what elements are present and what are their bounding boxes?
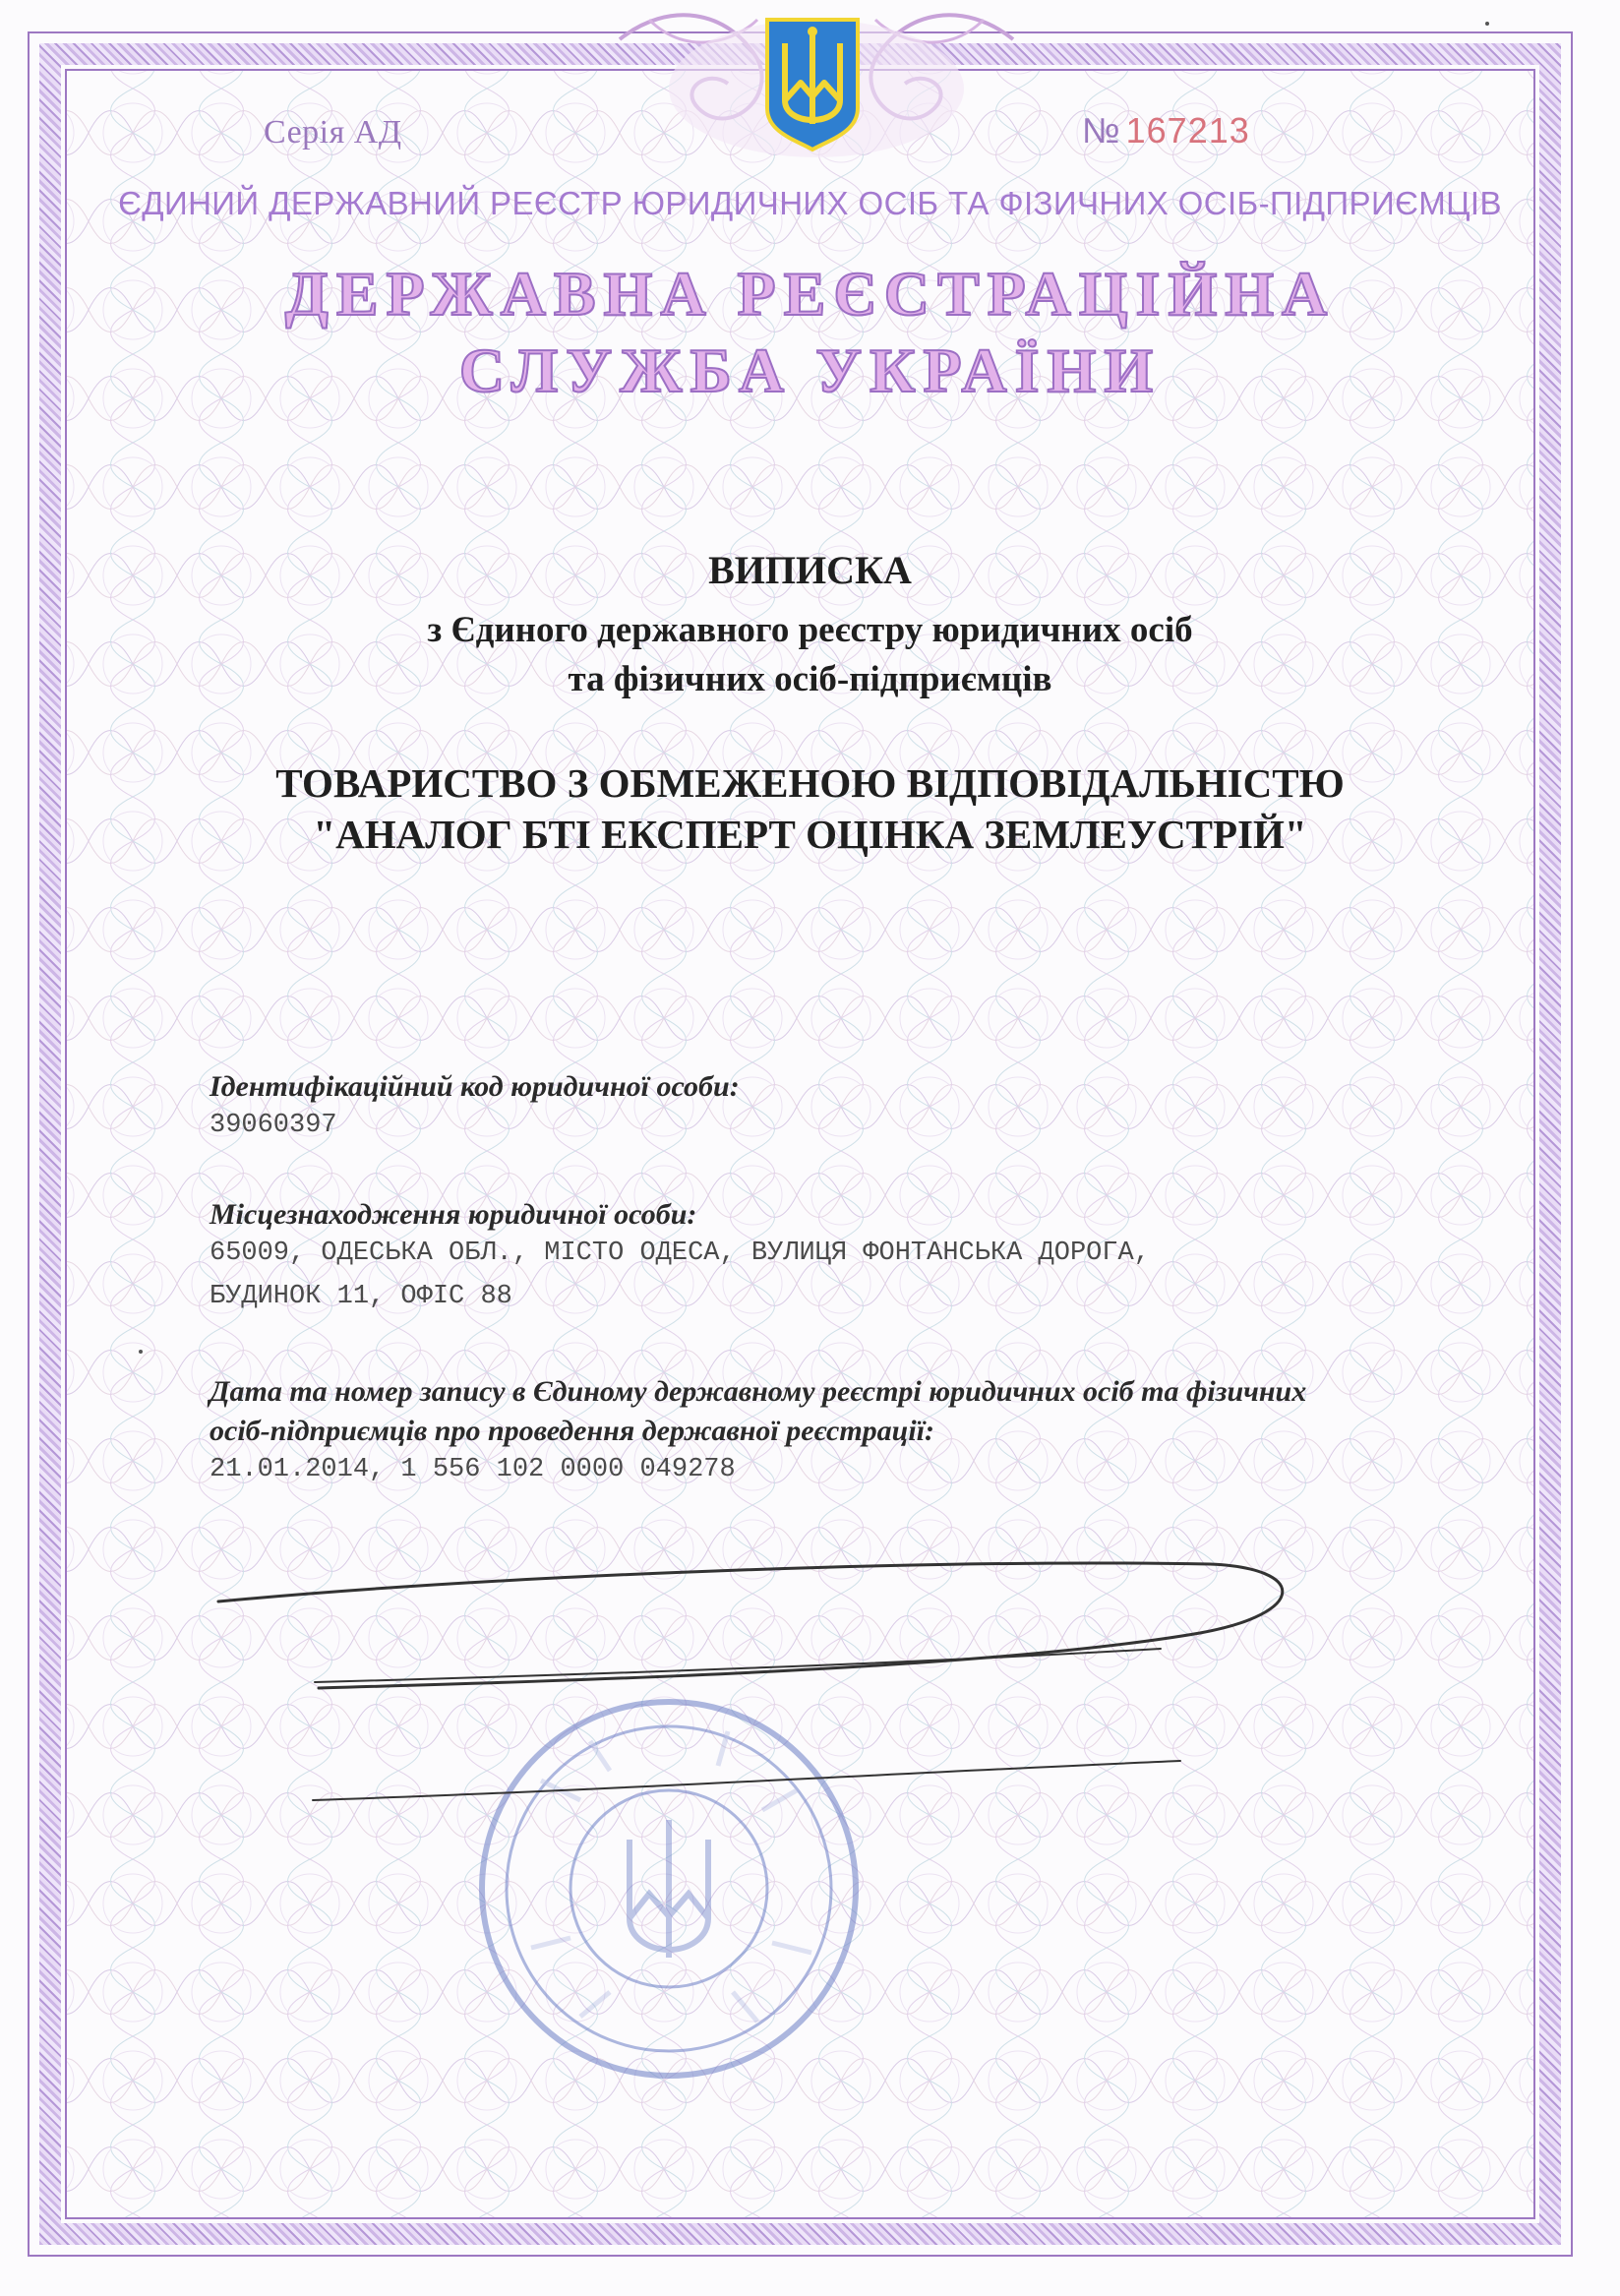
company-name bbox=[0, 757, 1620, 860]
location-label: Місцезнаходження юридичної особи: bbox=[210, 1198, 697, 1231]
registration-label-line-2: осіб-підприємців про проведення державної реєстрації: bbox=[210, 1415, 935, 1447]
series-label: Серія АД bbox=[264, 114, 402, 151]
official-seal bbox=[472, 1692, 866, 2085]
serial-number bbox=[1082, 110, 1250, 151]
id-code-label: Ідентифікаційний код юридичної особи: bbox=[210, 1070, 740, 1103]
location-value-line-2: БУДИНОК 11, ОФІС 88 bbox=[210, 1282, 512, 1311]
document-subtitle bbox=[0, 606, 1620, 704]
location-value-line-1: 65009, ОДЕСЬКА ОБЛ., МІСТО ОДЕСА, ВУЛИЦЯ ФОНТАНСЬКА ДОРОГА, bbox=[210, 1239, 1150, 1268]
document-subtitle-line-1: з Єдиного державного реєстру юридичних осіб bbox=[427, 610, 1193, 650]
service-title-line-2: СЛУЖБА УКРАЇНИ bbox=[458, 335, 1162, 405]
speck-mark bbox=[1485, 22, 1489, 26]
company-name-line-2: "АНАЛОГ БТІ ЕКСПЕРТ ОЦІНКА ЗЕМЛЕУСТРІЙ" bbox=[313, 812, 1307, 857]
number-sign: № bbox=[1082, 110, 1120, 151]
speck-mark bbox=[139, 1350, 143, 1354]
document-title: ВИПИСКА bbox=[708, 548, 912, 592]
registration-label-line-1: Дата та номер запису в Єдиному державному реєстрі юридичних осіб та фізичних bbox=[210, 1375, 1307, 1408]
registration-value: 21.01.2014, 1 556 102 0000 049278 bbox=[210, 1455, 736, 1484]
ukraine-trident-icon bbox=[761, 14, 864, 153]
id-code-value: 39060397 bbox=[210, 1111, 337, 1140]
service-title-line-1: ДЕРЖАВНА РЕЄСТРАЦІЙНА bbox=[284, 259, 1336, 329]
registry-heading: ЄДИНИЙ ДЕРЖАВНИЙ РЕЄСТР ЮРИДИЧНИХ ОСІБ ТА ФІЗИЧНИХ ОСІБ-ПІДПРИЄМЦІВ bbox=[118, 185, 1502, 221]
serial-number-value: 167213 bbox=[1125, 110, 1250, 151]
company-name-line-1: ТОВАРИСТВО З ОБМЕЖЕНОЮ ВІДПОВІДАЛЬНІСТЮ bbox=[275, 760, 1345, 806]
service-title bbox=[0, 256, 1620, 409]
document-subtitle-line-2: та фізичних осіб-підприємців bbox=[568, 659, 1052, 699]
